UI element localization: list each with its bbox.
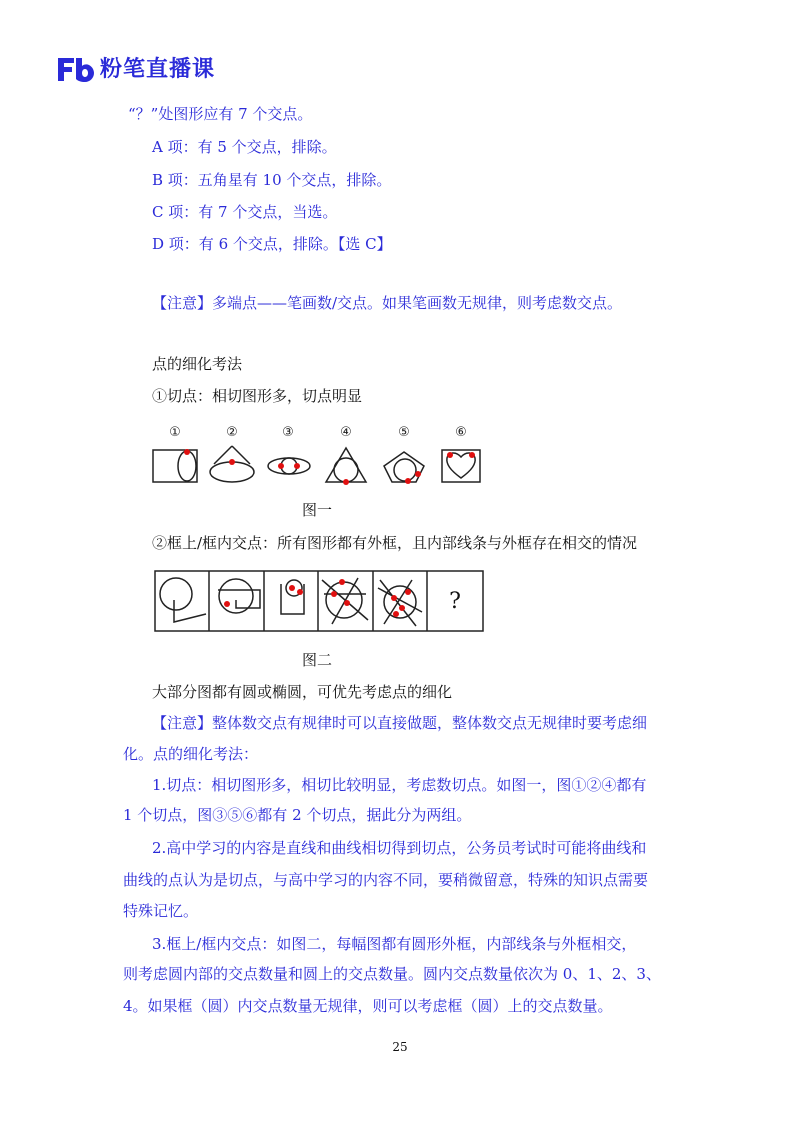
fig1-dot-5a	[405, 478, 411, 484]
fig2-cell1-circle	[160, 578, 192, 610]
fig1-dot-6b	[469, 452, 475, 458]
fig1-shape-3-ellipse	[268, 458, 310, 474]
note2-line-7: 特殊记忆。	[123, 902, 199, 920]
note2-line-3: 1.切点：相切图形多，相切比较明显，考虑数切点。如图一，图①②④都有	[152, 776, 647, 794]
fig2-dot-c5d	[393, 611, 399, 617]
fig2-dot-c5c	[405, 589, 411, 595]
answer-note: 【注意】多端点——笔画数/交点。如果笔画数无规律，则考虑数交点。	[152, 294, 623, 312]
section-item-tangent: ①切点：相切图形多，切点明显	[152, 387, 363, 405]
fig1-dot-6a	[447, 452, 453, 458]
fig1-shape-4-triangle	[326, 448, 366, 482]
fig2-dot-c3b	[297, 589, 303, 595]
fig1-shape-4-circle	[334, 458, 358, 482]
fig2-dot-c5b	[399, 605, 405, 611]
fig1-label-2: ②	[226, 425, 238, 440]
fig2-dot-c4c	[339, 579, 345, 585]
note2-line-6: 曲线的点认为是切点，与高中学习的内容不同，要稍微留意，特殊的知识点需要	[123, 871, 649, 889]
note2-line-4: 1 个切点，图③⑤⑥都有 2 个切点，据此分为两组。	[123, 806, 472, 824]
fig2-dot-c5a	[391, 595, 397, 601]
note2-line-5: 2.高中学习的内容是直线和曲线相切得到切点，公务员考试时可能将曲线和	[152, 839, 647, 857]
answer-option-d: D 项：有 6 个交点，排除。【选 C】	[152, 235, 392, 253]
answer-option-c: C 项：有 7 个交点，当选。	[152, 203, 338, 221]
fig2-dot-c3a	[289, 585, 295, 591]
fig2-question-mark: ?	[449, 589, 461, 614]
brand-logo-icon	[56, 54, 96, 88]
note2-line-8: 3.框上/框内交点：如图二，每幅图都有圆形外框，内部线条与外框相交，	[152, 935, 637, 953]
fig2-cell1-lines	[174, 600, 206, 622]
fig1-shape-1-rect	[153, 450, 197, 482]
fig1-dot-1a	[184, 449, 190, 455]
fig2-outer-frame	[155, 571, 483, 631]
answer-line-1: “？”处图形应有 7 个交点。	[128, 105, 313, 123]
answer-option-a: A 项：有 5 个交点，排除。	[152, 138, 337, 156]
fig1-label-5: ⑤	[398, 425, 410, 440]
fig2-dot-c2	[224, 601, 230, 607]
brand-name: 粉笔直播课	[100, 57, 216, 82]
fig1-label-6: ⑥	[455, 425, 467, 440]
section-summary: 大部分图都有圆或椭圆，可优先考虑点的细化	[152, 683, 453, 701]
fig1-shape-5-circle	[394, 459, 416, 481]
section-heading: 点的细化考法	[152, 355, 243, 373]
figure-1-caption: 图一	[302, 501, 333, 519]
fig1-label-3: ③	[282, 425, 294, 440]
note2-line-1: 【注意】整体数交点有规律时可以直接做题，整体数交点无规律时要考虑细	[152, 714, 648, 732]
figure-1-tangent-points	[150, 422, 490, 492]
note2-line-9: 则考虑圆内部的交点数量和圆上的交点数量。圆内交点数量依次为 0、1、2、3、	[123, 965, 661, 983]
fig1-label-1: ①	[169, 425, 181, 440]
fig1-dot-3b	[294, 463, 300, 469]
fig1-shape-1-ellipse	[178, 451, 196, 481]
figure-2-frame-points	[154, 570, 484, 636]
fig1-dot-4a	[343, 479, 349, 485]
fig1-label-4: ④	[340, 425, 352, 440]
answer-option-b: B 项：五角星有 10 个交点，排除。	[152, 171, 392, 189]
page-number: 25	[392, 1040, 408, 1054]
fig2-dot-c4b	[344, 600, 350, 606]
note2-line-10: 4。如果框（圆）内交点数量无规律，则可以考虑框（圆）上的交点数量。	[123, 997, 613, 1015]
fig1-dot-3a	[278, 463, 284, 469]
figure-2-caption: 图二	[302, 651, 333, 669]
fig1-dot-2a	[229, 459, 235, 465]
section-item-frame: ②框上/框内交点：所有图形都有外框，且内部线条与外框存在相交的情况	[152, 534, 638, 552]
fig2-dot-c4a	[331, 591, 337, 597]
fig1-dot-5b	[415, 471, 421, 477]
note2-line-2: 化。点的细化考法：	[123, 745, 259, 763]
fig1-shape-5-pentagon	[384, 452, 424, 482]
